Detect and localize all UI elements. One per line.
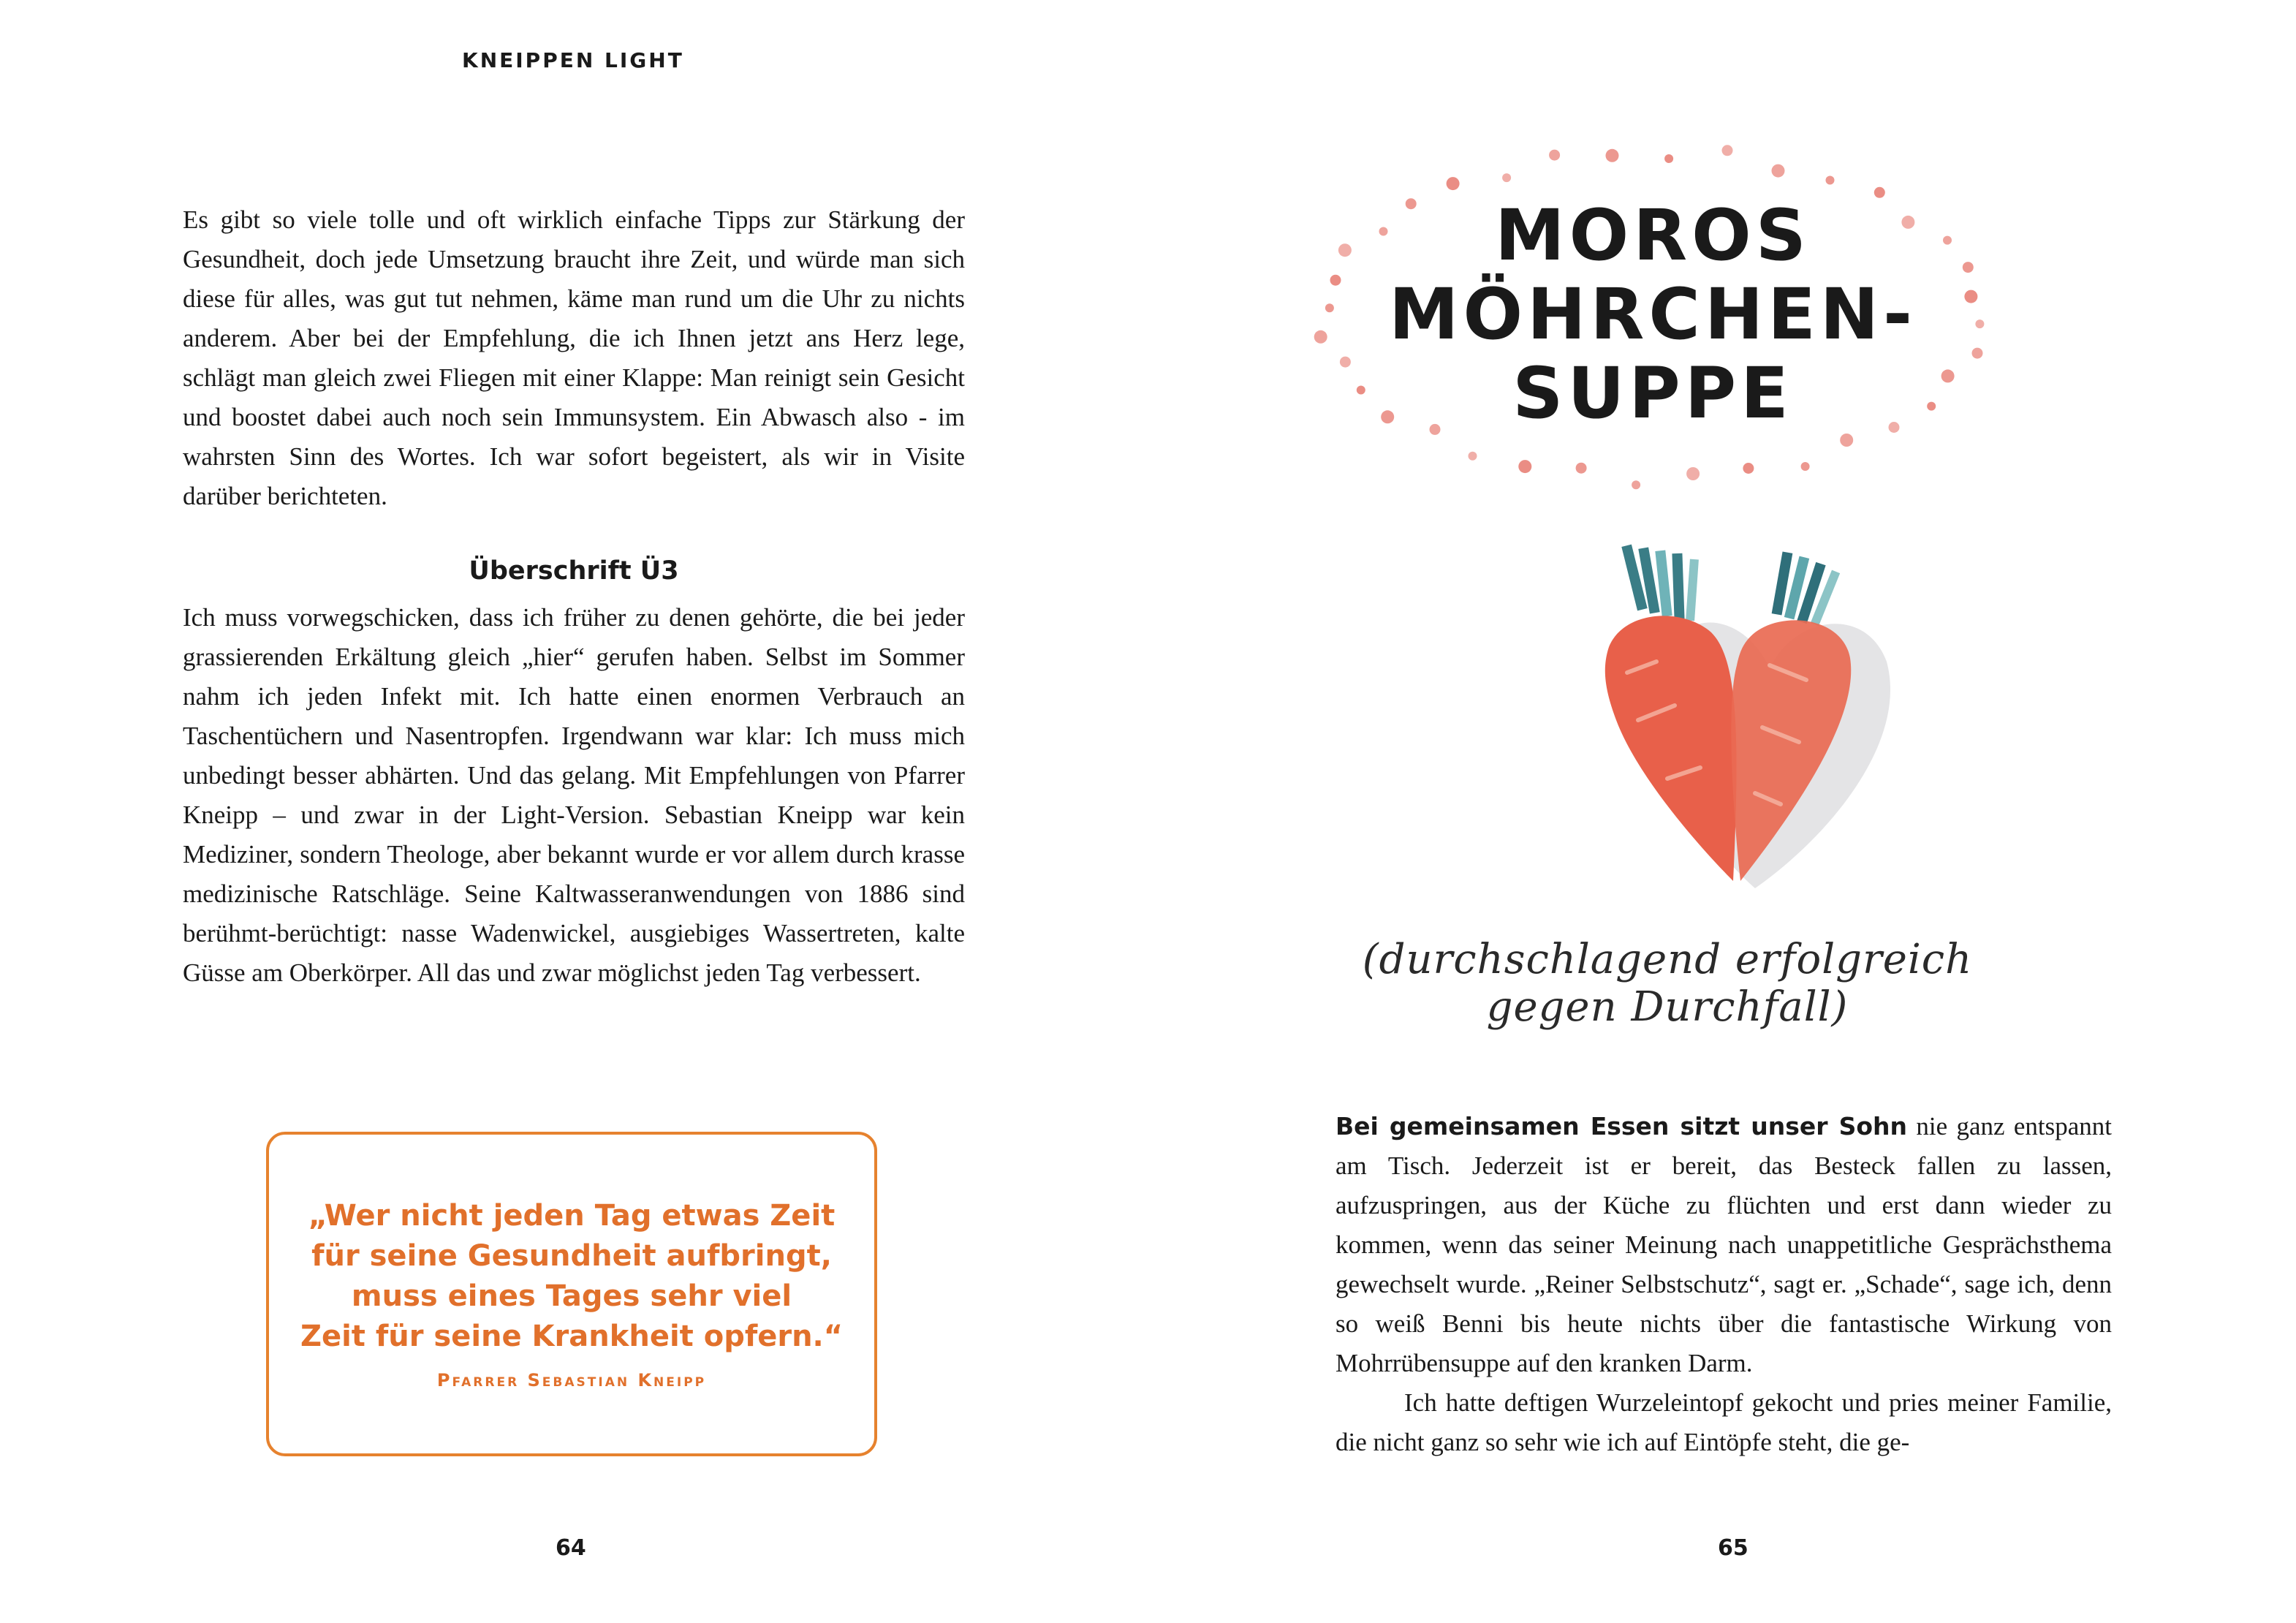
paragraph-text: nie ganz entspannt am Tisch. Jederzeit ist er bereit, das Besteck fallen zu lassen, aufzuspringen, aus der Küche zu flüchten und erst dann wieder zu kommen, wenn das seiner Meinung nach unappetitliche Gesprächsthema gewechselt wurde. „Reiner Selbstschutz“, sagt er. „Schade“, sage ich, denn so weiß Benni bis heute nichts über die fantastische Wirkung von Mohrrübensuppe auf den kranken Darm. <box>1335 1112 2112 1377</box>
decorative-dot <box>1330 275 1341 286</box>
quote-text <box>269 1196 874 1357</box>
quote-author: Pfarrer Sebastian Kneipp <box>436 1370 707 1391</box>
quote-box <box>266 1132 877 1456</box>
body-paragraph: Ich muss vorwegschicken, dass ich früher zu denen gehörte, die bei jeder grassierenden Erkältung gleich „hier“ gerufen haben. Selbst im Sommer nahm ich jeden Infekt mit. Ich hatte einen enormen Verbrauch an Taschentüchern und Nasentropfen. Irgendwann war klar: Ich muss mich unbedingt besser abhärten. Und das gelang. Mit Empfehlungen von Pfarrer Kneipp – und zwar in der Light-Version. Sebastian Kneipp war kein Mediziner, sondern Theologe, aber bekannt wurde er vor allem durch krasse medizinische Ratschläge. Seine Kaltwasseranwendungen von 1886 sind berühmt-berüchtigt: nasse Wadenwickel, ausgiebiges Wassertreten, kalte Güsse am Oberkörper. All das und zwar möglichst jeden Tag verbessert. <box>183 603 965 987</box>
recipe-subtitle: (durchschlagend erfolgreich gegen Durchfall) <box>1362 936 1973 1031</box>
decorative-dot <box>1975 319 1984 328</box>
subheading: Überschrift Ü3 <box>469 556 679 586</box>
page-number: 65 <box>1718 1535 1748 1561</box>
decorative-dot <box>1357 386 1365 395</box>
decorative-dot <box>1826 176 1835 185</box>
decorative-dot <box>1518 460 1531 473</box>
decorative-dot <box>1964 290 1977 303</box>
body-paragraph: Ich hatte deftigen Wurzeleintopf gekocht und pries meiner Familie, die nicht ganz so sehr wie ich auf Eintöpfe steht, die ge- <box>1335 1388 2112 1456</box>
decorative-dot <box>1686 467 1700 480</box>
lead-in: Bei gemeinsamen Essen sitzt unser Sohn <box>1335 1112 1908 1140</box>
quote-line: „Wer nicht jeden Tag etwas Zeit <box>308 1199 836 1233</box>
decorative-dot <box>1447 177 1460 190</box>
decorative-dot <box>1340 357 1351 368</box>
decorative-dot <box>1325 303 1334 312</box>
body-paragraph: Es gibt so viele tolle und oft wirklich einfache Tipps zur Stärkung der Gesundheit, doch jede Umsetzung braucht ihre Zeit, und würde man sich diese für alles, was gut tut nehmen, käme man rund um die Uhr zu nichts anderem. Aber bei der Empfehlung, die ich Ihnen jetzt ans Herz lege, schlägt man gleich zwei Fliegen mit einer Klappe: Man reinigt sein Gesicht und boostet dabei auch noch sein Immunsystem. Ein Abwasch also - im wahrsten Sinn des Wortes. Ich war sofort begeistert, als wir in Visite darüber berichteten. <box>183 205 965 510</box>
page-number: 64 <box>556 1535 586 1561</box>
recipe-title-line: SUPPE <box>1512 352 1793 434</box>
decorative-dot <box>1927 402 1936 411</box>
recipe-title-line: MÖHRCHEN- <box>1389 273 1917 355</box>
decorative-dot <box>1664 154 1673 163</box>
decorative-dot <box>1722 145 1733 156</box>
decorative-dot <box>1549 150 1560 161</box>
decorative-dot <box>1338 243 1352 257</box>
recipe-title <box>1382 196 1923 433</box>
decorative-dot <box>1502 173 1511 182</box>
quote-line: für seine Gesundheit aufbringt, <box>311 1239 832 1273</box>
quote-line: Zeit für seine Krankheit opfern.“ <box>300 1320 844 1353</box>
carrot-heart-illustration <box>1558 537 1938 918</box>
decorative-dot <box>1801 462 1810 471</box>
decorative-dot <box>1941 369 1955 382</box>
running-head: KNEIPPEN LIGHT <box>462 48 684 72</box>
recipe-title-line: MOROS <box>1495 194 1811 276</box>
decorative-dot <box>1840 434 1853 447</box>
decorative-dot <box>1469 452 1477 461</box>
decorative-dot <box>1972 348 1983 359</box>
decorative-dot <box>1314 330 1327 344</box>
decorative-dot <box>1943 236 1952 245</box>
right-page <box>1148 0 2296 1623</box>
decorative-dot <box>1963 262 1974 273</box>
decorative-dot <box>1772 164 1785 178</box>
decorative-dot <box>1632 480 1640 489</box>
decorative-dot <box>1606 149 1619 162</box>
quote-line: muss eines Tages sehr viel <box>351 1279 792 1313</box>
body-paragraph <box>1335 1107 2112 1383</box>
decorative-dot <box>1743 463 1754 474</box>
decorative-dot <box>1576 463 1587 474</box>
